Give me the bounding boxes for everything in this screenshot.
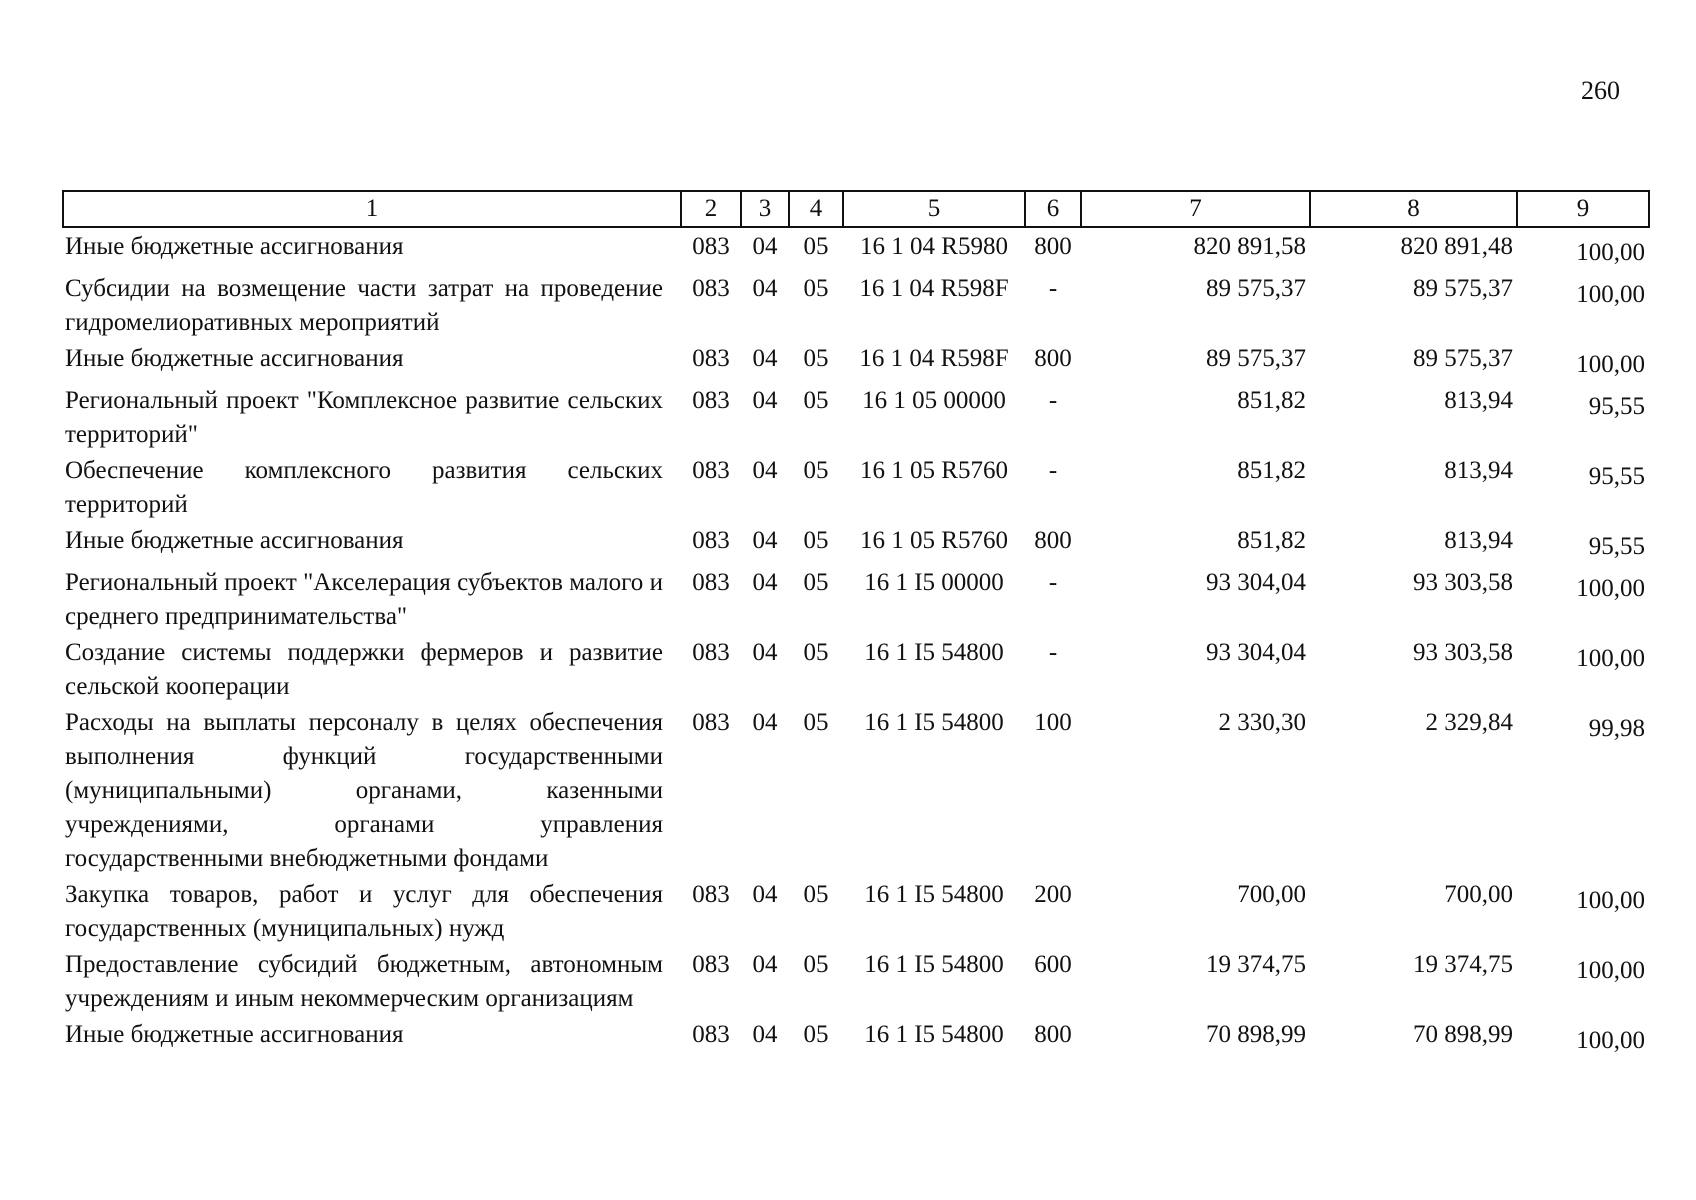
row-code-4: 05	[803, 387, 829, 414]
row-code-6: 200	[1034, 881, 1072, 908]
column-header: 5	[843, 191, 1025, 227]
table-row	[63, 340, 1649, 382]
row-name: Расходы на выплаты персоналу в целях обеспечения выполнения функций государственными (муниципальными) органами, казенными учреждениями, органами управления государственными внебюджетными фондами	[65, 709, 663, 872]
row-code-5: 16 1 I5 54800	[864, 1021, 1004, 1048]
table-row	[63, 704, 1649, 876]
row-value-9: 95,55	[1588, 393, 1645, 420]
row-value-8: 813,94	[1444, 527, 1513, 554]
column-header: 6	[1025, 191, 1081, 227]
table-body	[63, 227, 1649, 1058]
row-code-2: 083	[692, 639, 730, 666]
row-value-9: 100,00	[1576, 575, 1645, 602]
row-code-3: 04	[752, 457, 778, 484]
row-value-7: 851,82	[1237, 387, 1306, 414]
row-code-4: 05	[803, 569, 829, 596]
row-code-2: 083	[692, 527, 730, 554]
row-code-5: 16 1 04 R598F	[859, 275, 1009, 302]
row-code-2: 083	[692, 569, 730, 596]
row-code-6: -	[1048, 457, 1058, 484]
row-code-3: 04	[752, 387, 778, 414]
row-value-8: 813,94	[1444, 387, 1513, 414]
row-code-6: -	[1048, 569, 1058, 596]
row-name: Субсидии на возмещение части затрат на проведение гидромелиоративных мероприятий	[65, 275, 663, 336]
row-code-3: 04	[752, 639, 778, 666]
row-value-9: 100,00	[1576, 645, 1645, 672]
row-code-4: 05	[803, 639, 829, 666]
page-number: 260	[1581, 76, 1620, 105]
row-code-3: 04	[752, 881, 778, 908]
row-code-4: 05	[803, 275, 829, 302]
row-code-2: 083	[692, 233, 730, 260]
row-name: Региональный проект "Акселерация субъектов малого и среднего предпринимательства"	[65, 569, 663, 630]
row-code-4: 05	[803, 345, 829, 372]
row-code-3: 04	[752, 345, 778, 372]
row-value-7: 89 575,37	[1206, 275, 1306, 302]
row-value-8: 813,94	[1444, 457, 1513, 484]
table-row	[63, 634, 1649, 704]
row-value-8: 2 329,84	[1425, 709, 1513, 736]
row-code-4: 05	[803, 709, 829, 736]
row-code-3: 04	[752, 527, 778, 554]
row-code-6: 800	[1034, 527, 1072, 554]
row-code-5: 16 1 I5 54800	[864, 709, 1004, 736]
row-code-6: 800	[1034, 233, 1072, 260]
row-value-7: 2 330,30	[1218, 709, 1306, 736]
row-value-8: 19 374,75	[1413, 951, 1513, 978]
row-value-7: 93 304,04	[1206, 569, 1306, 596]
row-code-6: 600	[1034, 951, 1072, 978]
column-header: 7	[1081, 191, 1310, 227]
table-row	[63, 382, 1649, 452]
row-code-5: 16 1 04 R5980	[860, 233, 1008, 260]
row-code-6: -	[1048, 275, 1058, 302]
row-value-8: 700,00	[1444, 881, 1513, 908]
row-name: Иные бюджетные ассигнования	[65, 345, 404, 372]
row-value-7: 820 891,58	[1193, 233, 1306, 260]
row-code-3: 04	[752, 569, 778, 596]
table-row	[63, 946, 1649, 1016]
row-code-2: 083	[692, 275, 730, 302]
row-name: Иные бюджетные ассигнования	[65, 527, 404, 554]
row-code-4: 05	[803, 1021, 829, 1048]
row-value-9: 100,00	[1576, 281, 1645, 308]
row-code-2: 083	[692, 457, 730, 484]
row-code-3: 04	[752, 709, 778, 736]
row-code-5: 16 1 04 R598F	[859, 345, 1009, 372]
row-code-6: -	[1048, 639, 1058, 666]
row-code-3: 04	[752, 1021, 778, 1048]
row-code-2: 083	[692, 387, 730, 414]
row-code-2: 083	[692, 345, 730, 372]
row-value-9: 100,00	[1576, 351, 1645, 378]
table-row	[63, 522, 1649, 564]
row-code-2: 083	[692, 881, 730, 908]
row-value-7: 19 374,75	[1206, 951, 1306, 978]
row-code-4: 05	[803, 881, 829, 908]
row-code-4: 05	[803, 233, 829, 260]
row-value-8: 93 303,58	[1413, 639, 1513, 666]
budget-table	[62, 190, 1650, 1058]
row-name: Региональный проект "Комплексное развитие сельских территорий"	[65, 387, 663, 448]
row-code-5: 16 1 I5 00000	[864, 569, 1004, 596]
row-code-5: 16 1 I5 54800	[864, 951, 1004, 978]
row-value-9: 100,00	[1576, 1027, 1645, 1054]
table-row	[63, 876, 1649, 946]
row-code-6: -	[1048, 387, 1058, 414]
row-value-7: 70 898,99	[1206, 1021, 1306, 1048]
row-value-8: 93 303,58	[1413, 569, 1513, 596]
row-code-5: 16 1 05 00000	[862, 387, 1006, 414]
row-value-9: 99,98	[1588, 715, 1645, 742]
table-row	[63, 452, 1649, 522]
row-value-7: 700,00	[1237, 881, 1306, 908]
row-name: Закупка товаров, работ и услуг для обеспечения государственных (муниципальных) нужд	[65, 881, 663, 942]
row-code-4: 05	[803, 457, 829, 484]
row-code-5: 16 1 I5 54800	[864, 639, 1004, 666]
row-value-9: 100,00	[1576, 957, 1645, 984]
row-code-4: 05	[803, 527, 829, 554]
table-row	[63, 270, 1649, 340]
row-code-2: 083	[692, 709, 730, 736]
row-value-9: 100,00	[1576, 887, 1645, 914]
column-header: 1	[63, 191, 681, 227]
row-code-5: 16 1 05 R5760	[860, 527, 1008, 554]
row-code-3: 04	[752, 275, 778, 302]
row-value-8: 89 575,37	[1413, 345, 1513, 372]
row-value-7: 851,82	[1237, 457, 1306, 484]
row-name: Обеспечение комплексного развития сельских территорий	[65, 457, 663, 518]
row-value-8: 70 898,99	[1413, 1021, 1513, 1048]
row-code-2: 083	[692, 951, 730, 978]
row-name: Иные бюджетные ассигнования	[65, 233, 404, 260]
row-code-3: 04	[752, 951, 778, 978]
row-name: Создание системы поддержки фермеров и развитие сельской кооперации	[65, 639, 663, 700]
table-row	[63, 227, 1649, 270]
row-code-4: 05	[803, 951, 829, 978]
row-code-6: 100	[1034, 709, 1072, 736]
column-header: 8	[1310, 191, 1517, 227]
table-row	[63, 564, 1649, 634]
column-header: 9	[1517, 191, 1649, 227]
row-name: Предоставление субсидий бюджетным, автономным учреждениям и иным некоммерческим организациям	[65, 951, 663, 1012]
column-header: 2	[681, 191, 741, 227]
table-row	[63, 1016, 1649, 1058]
row-value-8: 89 575,37	[1413, 275, 1513, 302]
row-code-6: 800	[1034, 1021, 1072, 1048]
table-header-row	[63, 191, 1649, 227]
row-value-9: 95,55	[1588, 463, 1645, 490]
row-value-8: 820 891,48	[1400, 233, 1513, 260]
row-code-5: 16 1 05 R5760	[860, 457, 1008, 484]
column-header: 4	[789, 191, 843, 227]
column-header: 3	[741, 191, 789, 227]
row-code-3: 04	[752, 233, 778, 260]
row-value-7: 89 575,37	[1206, 345, 1306, 372]
row-value-7: 851,82	[1237, 527, 1306, 554]
row-code-5: 16 1 I5 54800	[864, 881, 1004, 908]
row-code-2: 083	[692, 1021, 730, 1048]
row-code-6: 800	[1034, 345, 1072, 372]
row-value-9: 100,00	[1576, 239, 1645, 266]
row-value-9: 95,55	[1588, 533, 1645, 560]
row-name: Иные бюджетные ассигнования	[65, 1021, 404, 1048]
row-value-7: 93 304,04	[1206, 639, 1306, 666]
